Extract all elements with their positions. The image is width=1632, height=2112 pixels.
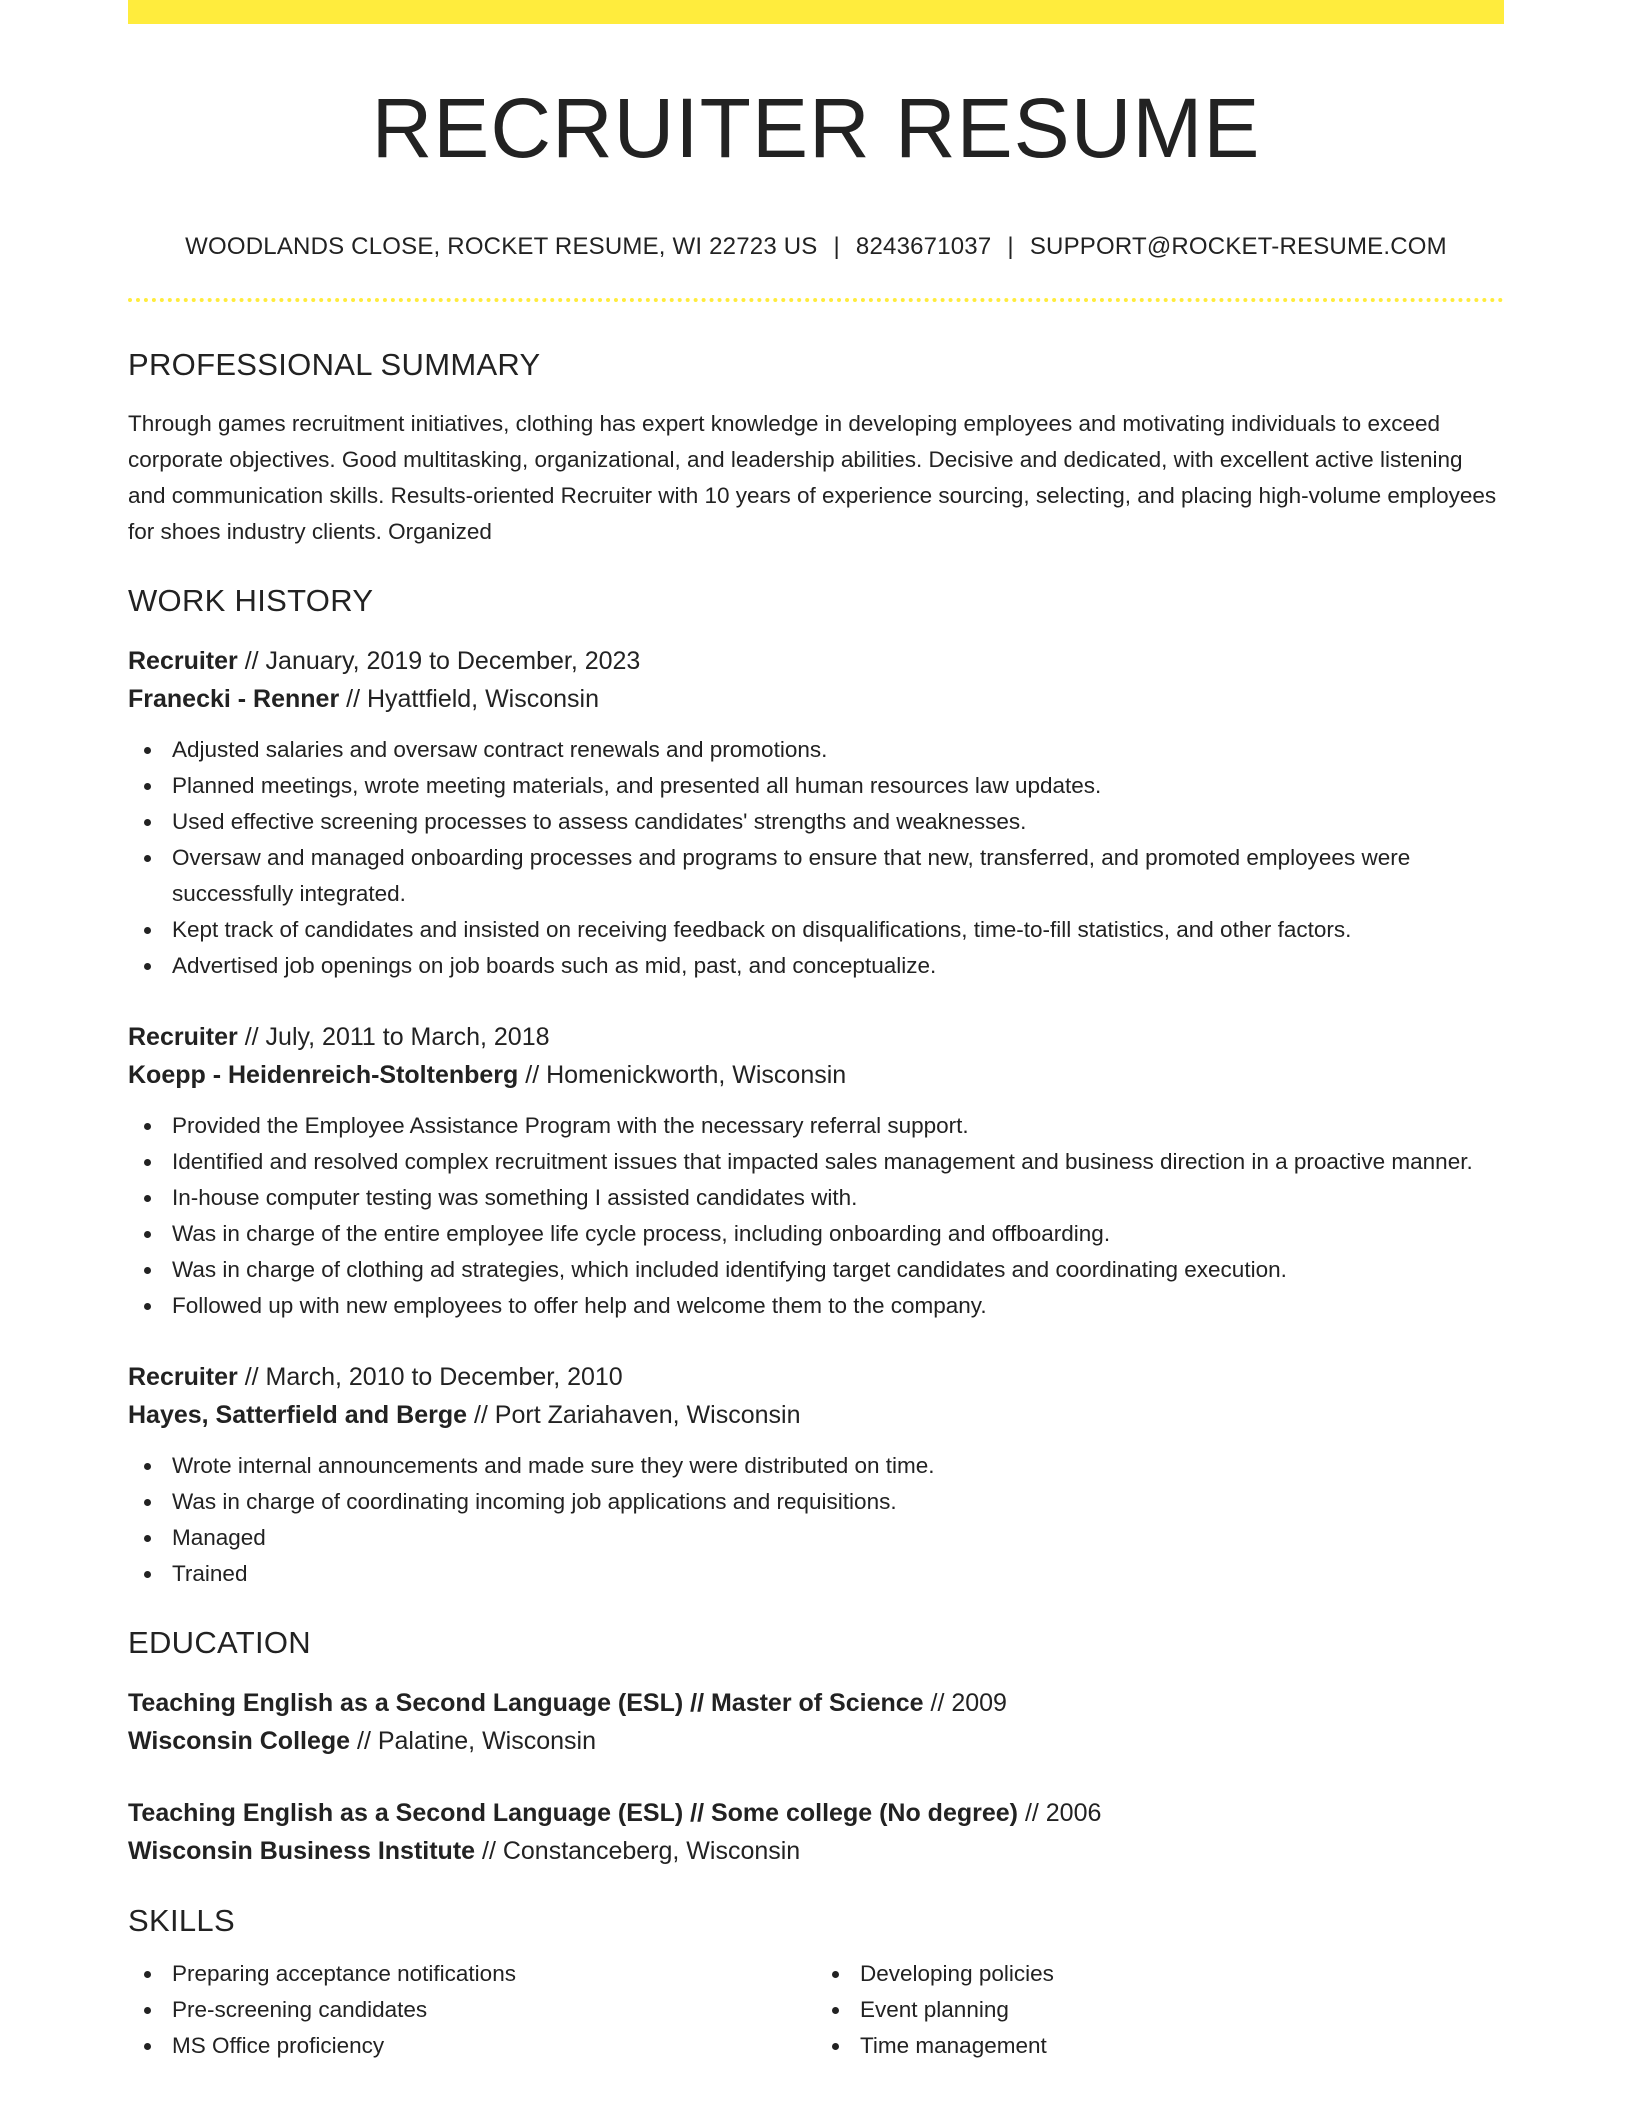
job-title-line xyxy=(128,1358,1504,1396)
list-item: Preparing acceptance notifications xyxy=(172,1956,816,1992)
list-item: Event planning xyxy=(860,1992,1504,2028)
resume-page xyxy=(128,0,1504,2064)
job-company: Franecki - Renner xyxy=(128,685,340,714)
section-heading-summary: PROFESSIONAL SUMMARY xyxy=(128,347,541,383)
list-item: Wrote internal announcements and made sure they were distributed on time. xyxy=(172,1448,1504,1484)
education-location: // Constanceberg, Wisconsin xyxy=(475,1837,801,1866)
list-item: Was in charge of clothing ad strategies, which included identifying target candidates and coordinating execution. xyxy=(172,1252,1504,1288)
job-title: Recruiter xyxy=(128,1363,238,1392)
list-item: Was in charge of the entire employee life cycle process, including onboarding and offboarding. xyxy=(172,1216,1504,1252)
section-heading-work-history: WORK HISTORY xyxy=(128,583,374,619)
list-item: Advertised job openings on job boards such as mid, past, and conceptualize. xyxy=(172,948,1504,984)
job-company: Koepp - Heidenreich-Stoltenberg xyxy=(128,1061,519,1090)
contact-line xyxy=(128,232,1504,262)
education-school: Wisconsin Business Institute xyxy=(128,1837,476,1866)
summary-text: Through games recruitment initiatives, clothing has expert knowledge in developing employees and motivating individuals to exceed corporate objectives. Good multitasking, organizational, and leadership abilities. Decisive and dedicated, with excellent active listening and communication skills. Results-oriented Recruiter with 10 years of experience sourcing, selecting, and placing high-volume employees for shoes industry clients. Organized xyxy=(128,411,1497,545)
education-school: Wisconsin College xyxy=(128,1727,351,1756)
accent-top-bar xyxy=(128,0,1504,24)
job-title-line xyxy=(128,1018,1504,1056)
dotted-divider xyxy=(128,298,1504,302)
list-item: MS Office proficiency xyxy=(172,2028,816,2064)
list-item: In-house computer testing was something I assisted candidates with. xyxy=(172,1180,1504,1216)
job-bullets xyxy=(128,1108,1504,1324)
education-school-line xyxy=(128,1832,1504,1870)
education-location: // Palatine, Wisconsin xyxy=(350,1727,596,1756)
job-company-line xyxy=(128,680,1504,718)
job-location: // Hyattfield, Wisconsin xyxy=(339,685,599,714)
job-entry xyxy=(128,1358,1504,1592)
job-location: // Homenickworth, Wisconsin xyxy=(518,1061,847,1090)
list-item: Followed up with new employees to offer help and welcome them to the company. xyxy=(172,1288,1504,1324)
education-school-line xyxy=(128,1722,1504,1760)
list-item: Was in charge of coordinating incoming job applications and requisitions. xyxy=(172,1484,1504,1520)
section-heading-skills: SKILLS xyxy=(128,1903,235,1939)
education-entry xyxy=(128,1794,1504,1870)
contact-separator: | xyxy=(1007,233,1014,261)
job-dates: // March, 2010 to December, 2010 xyxy=(237,1363,623,1392)
skills-columns xyxy=(128,1956,1504,2064)
job-company: Hayes, Satterfield and Berge xyxy=(128,1401,468,1430)
job-dates: // July, 2011 to March, 2018 xyxy=(237,1023,550,1052)
contact-email: SUPPORT@ROCKET-RESUME.COM xyxy=(1029,233,1447,261)
job-dates: // January, 2019 to December, 2023 xyxy=(237,647,641,676)
education-entry xyxy=(128,1684,1504,1760)
list-item: Kept track of candidates and insisted on receiving feedback on disqualifications, time-to-fill statistics, and other factors. xyxy=(172,912,1504,948)
skills-list-left xyxy=(128,1956,816,2064)
list-item: Developing policies xyxy=(860,1956,1504,1992)
contact-phone: 8243671037 xyxy=(855,233,992,261)
list-item: Provided the Employee Assistance Program with the necessary referral support. xyxy=(172,1108,1504,1144)
education-degree-line xyxy=(128,1794,1504,1832)
education-year: // 2009 xyxy=(923,1689,1007,1718)
job-company-line xyxy=(128,1396,1504,1434)
job-title: Recruiter xyxy=(128,1023,238,1052)
job-bullets xyxy=(128,1448,1504,1592)
education-degree: Teaching English as a Second Language (ESL) // Master of Science xyxy=(128,1689,924,1718)
list-item: Trained xyxy=(172,1556,1504,1592)
section-heading-education: EDUCATION xyxy=(128,1625,311,1661)
contact-separator: | xyxy=(833,233,840,261)
job-bullets xyxy=(128,732,1504,984)
education-degree: Teaching English as a Second Language (ESL) // Some college (No degree) xyxy=(128,1799,1018,1828)
list-item: Planned meetings, wrote meeting materials, and presented all human resources law updates. xyxy=(172,768,1504,804)
education-year: // 2006 xyxy=(1018,1799,1102,1828)
education-degree-line xyxy=(128,1684,1504,1722)
job-entry xyxy=(128,642,1504,984)
job-entry xyxy=(128,1018,1504,1324)
job-company-line xyxy=(128,1056,1504,1094)
list-item: Identified and resolved complex recruitment issues that impacted sales management and business direction in a proactive manner. xyxy=(172,1144,1504,1180)
list-item: Adjusted salaries and oversaw contract renewals and promotions. xyxy=(172,732,1504,768)
job-location: // Port Zariahaven, Wisconsin xyxy=(467,1401,801,1430)
contact-address: WOODLANDS CLOSE, ROCKET RESUME, WI 22723 US xyxy=(185,233,818,261)
resume-title: RECRUITER RESUME xyxy=(371,81,1261,175)
job-title-line xyxy=(128,642,1504,680)
list-item: Used effective screening processes to assess candidates' strengths and weaknesses. xyxy=(172,804,1504,840)
job-title: Recruiter xyxy=(128,647,238,676)
list-item: Pre-screening candidates xyxy=(172,1992,816,2028)
list-item: Managed xyxy=(172,1520,1504,1556)
skills-list-right xyxy=(816,1956,1504,2064)
list-item: Time management xyxy=(860,2028,1504,2064)
list-item: Oversaw and managed onboarding processes and programs to ensure that new, transferred, and promoted employees were successfully integrated. xyxy=(172,840,1504,912)
